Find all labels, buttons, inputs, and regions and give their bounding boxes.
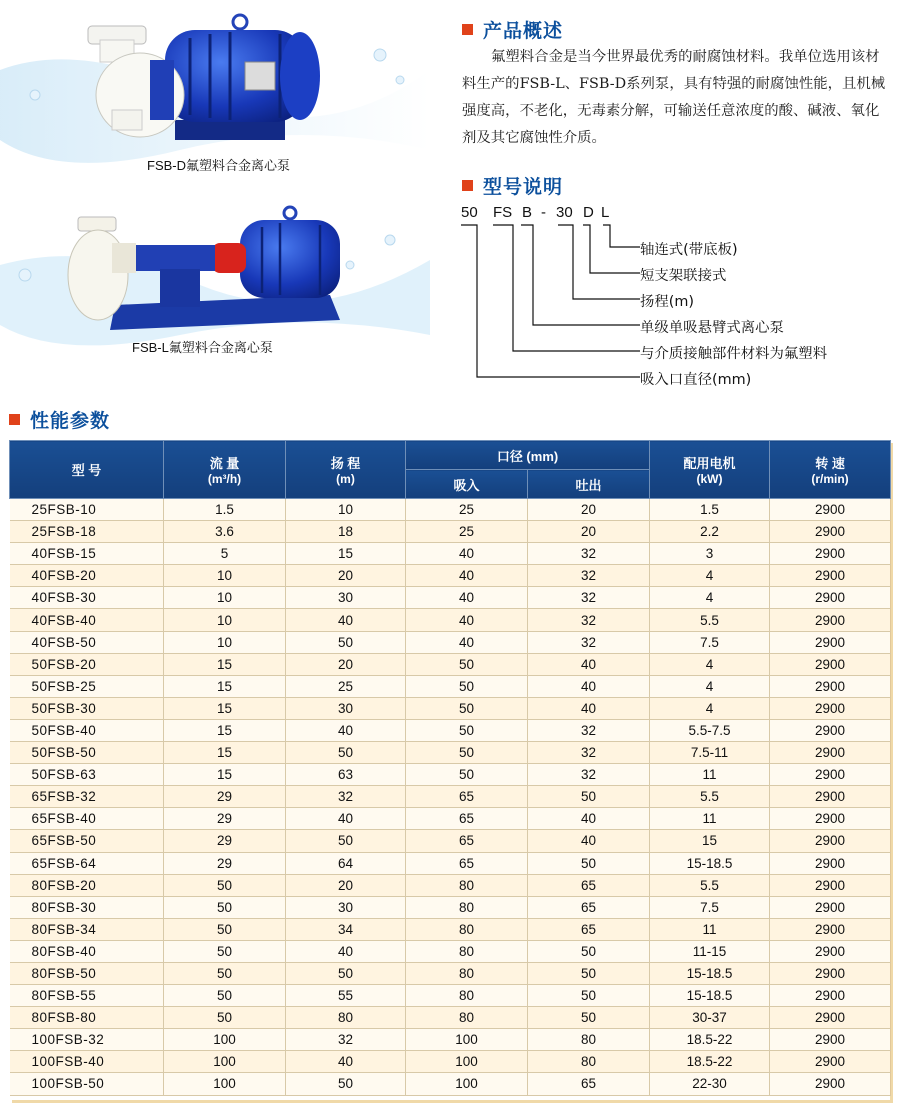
cell-flow: 15 bbox=[164, 675, 286, 697]
cell-flow: 5 bbox=[164, 543, 286, 565]
cell-head: 30 bbox=[286, 587, 406, 609]
cell-speed: 2900 bbox=[770, 719, 891, 741]
cell-inlet: 80 bbox=[406, 1007, 528, 1029]
header-head-unit: (m) bbox=[336, 472, 355, 486]
overview-heading bbox=[462, 16, 563, 43]
cell-motor: 11 bbox=[650, 808, 770, 830]
header-speed-unit: (r/min) bbox=[811, 472, 849, 486]
cell-outlet: 20 bbox=[528, 521, 650, 543]
table-row bbox=[10, 1051, 891, 1073]
table-row bbox=[10, 896, 891, 918]
cell-model: 40FSB-15 bbox=[10, 543, 164, 565]
cell-speed: 2900 bbox=[770, 587, 891, 609]
cell-model: 50FSB-30 bbox=[10, 697, 164, 719]
cell-speed: 2900 bbox=[770, 499, 891, 521]
cell-flow: 100 bbox=[164, 1029, 286, 1051]
cell-speed: 2900 bbox=[770, 521, 891, 543]
cell-inlet: 50 bbox=[406, 719, 528, 741]
cell-model: 80FSB-40 bbox=[10, 940, 164, 962]
cell-outlet: 65 bbox=[528, 874, 650, 896]
cell-outlet: 50 bbox=[528, 852, 650, 874]
cell-model: 25FSB-10 bbox=[10, 499, 164, 521]
legend-material: 与介质接触部件材料为氟塑料 bbox=[640, 346, 828, 362]
cell-inlet: 50 bbox=[406, 697, 528, 719]
cell-speed: 2900 bbox=[770, 896, 891, 918]
table-row bbox=[10, 609, 891, 631]
cell-speed: 2900 bbox=[770, 653, 891, 675]
table-row bbox=[10, 830, 891, 852]
cell-motor: 30-37 bbox=[650, 1007, 770, 1029]
cell-model: 50FSB-25 bbox=[10, 675, 164, 697]
table-row bbox=[10, 565, 891, 587]
legend-support: 短支架联接式 bbox=[640, 268, 727, 284]
table-row bbox=[10, 719, 891, 741]
cell-outlet: 80 bbox=[528, 1029, 650, 1051]
cell-motor: 2.2 bbox=[650, 521, 770, 543]
cell-motor: 15-18.5 bbox=[650, 985, 770, 1007]
header-head bbox=[286, 441, 406, 499]
cell-inlet: 40 bbox=[406, 609, 528, 631]
cell-model: 65FSB-50 bbox=[10, 830, 164, 852]
cell-flow: 100 bbox=[164, 1051, 286, 1073]
cell-inlet: 80 bbox=[406, 962, 528, 984]
cell-inlet: 80 bbox=[406, 874, 528, 896]
cell-outlet: 32 bbox=[528, 631, 650, 653]
cell-motor: 11-15 bbox=[650, 940, 770, 962]
pump-d-illustration bbox=[0, 0, 430, 180]
cell-inlet: 100 bbox=[406, 1073, 528, 1095]
header-inlet: 吸入 bbox=[406, 470, 528, 499]
cell-inlet: 65 bbox=[406, 852, 528, 874]
cell-model: 25FSB-18 bbox=[10, 521, 164, 543]
cell-head: 30 bbox=[286, 896, 406, 918]
cell-head: 63 bbox=[286, 764, 406, 786]
cell-motor: 4 bbox=[650, 565, 770, 587]
cell-flow: 10 bbox=[164, 609, 286, 631]
cell-inlet: 100 bbox=[406, 1051, 528, 1073]
cell-head: 25 bbox=[286, 675, 406, 697]
cell-motor: 4 bbox=[650, 675, 770, 697]
cell-inlet: 65 bbox=[406, 786, 528, 808]
code-part-dash: - bbox=[541, 204, 546, 221]
cell-outlet: 20 bbox=[528, 499, 650, 521]
cell-outlet: 65 bbox=[528, 1073, 650, 1095]
cell-speed: 2900 bbox=[770, 697, 891, 719]
cell-flow: 10 bbox=[164, 565, 286, 587]
table-row bbox=[10, 742, 891, 764]
cell-model: 40FSB-40 bbox=[10, 609, 164, 631]
cell-model: 65FSB-40 bbox=[10, 808, 164, 830]
cell-outlet: 40 bbox=[528, 653, 650, 675]
cell-head: 50 bbox=[286, 1073, 406, 1095]
pump-l-caption: FSB-L氟塑料合金离心泵 bbox=[132, 340, 273, 355]
model-desc-heading bbox=[462, 172, 563, 199]
cell-speed: 2900 bbox=[770, 940, 891, 962]
cell-speed: 2900 bbox=[770, 985, 891, 1007]
cell-head: 20 bbox=[286, 874, 406, 896]
cell-motor: 5.5 bbox=[650, 874, 770, 896]
cell-outlet: 65 bbox=[528, 896, 650, 918]
table-row bbox=[10, 1029, 891, 1051]
cell-inlet: 65 bbox=[406, 830, 528, 852]
table-row bbox=[10, 852, 891, 874]
table-row bbox=[10, 587, 891, 609]
cell-model: 100FSB-40 bbox=[10, 1051, 164, 1073]
cell-flow: 50 bbox=[164, 918, 286, 940]
header-flow-unit: (m³/h) bbox=[207, 472, 242, 486]
cell-inlet: 80 bbox=[406, 918, 528, 940]
cell-head: 15 bbox=[286, 543, 406, 565]
table-row bbox=[10, 1073, 891, 1095]
table-row bbox=[10, 985, 891, 1007]
cell-head: 64 bbox=[286, 852, 406, 874]
cell-head: 50 bbox=[286, 631, 406, 653]
cell-inlet: 25 bbox=[406, 499, 528, 521]
cell-motor: 7.5 bbox=[650, 896, 770, 918]
overview-title: 产品概述 bbox=[483, 20, 564, 42]
cell-outlet: 50 bbox=[528, 985, 650, 1007]
cell-speed: 2900 bbox=[770, 1051, 891, 1073]
legend-pump-type: 单级单吸悬臂式离心泵 bbox=[640, 320, 784, 336]
performance-table-body bbox=[10, 499, 891, 1096]
cell-motor: 4 bbox=[650, 697, 770, 719]
cell-flow: 29 bbox=[164, 830, 286, 852]
cell-head: 50 bbox=[286, 742, 406, 764]
cell-outlet: 80 bbox=[528, 1051, 650, 1073]
table-row bbox=[10, 786, 891, 808]
cell-inlet: 50 bbox=[406, 764, 528, 786]
cell-inlet: 40 bbox=[406, 631, 528, 653]
cell-flow: 50 bbox=[164, 1007, 286, 1029]
cell-motor: 11 bbox=[650, 918, 770, 940]
cell-speed: 2900 bbox=[770, 565, 891, 587]
table-row bbox=[10, 697, 891, 719]
table-row bbox=[10, 940, 891, 962]
cell-flow: 100 bbox=[164, 1073, 286, 1095]
cell-motor: 4 bbox=[650, 587, 770, 609]
cell-flow: 50 bbox=[164, 962, 286, 984]
cell-motor: 11 bbox=[650, 764, 770, 786]
cell-flow: 15 bbox=[164, 697, 286, 719]
cell-motor: 15-18.5 bbox=[650, 962, 770, 984]
cell-head: 40 bbox=[286, 719, 406, 741]
cell-flow: 50 bbox=[164, 896, 286, 918]
cell-flow: 15 bbox=[164, 764, 286, 786]
cell-outlet: 50 bbox=[528, 940, 650, 962]
header-model: 型 号 bbox=[10, 441, 164, 499]
table-row bbox=[10, 543, 891, 565]
header-speed-label: 转 速 bbox=[815, 456, 845, 471]
cell-motor: 7.5-11 bbox=[650, 742, 770, 764]
overview-text: 氟塑料合金是当今世界最优秀的耐腐蚀材料。我单位选用该材料生产的FSB-L、FSB-D系列泵，具有特强的耐腐蚀性能，且机械强度高，不老化，无毒素分解，可输送任意浓度的酸、碱液、氧化剂及其它腐蚀性介质。 bbox=[462, 49, 886, 146]
cell-inlet: 40 bbox=[406, 543, 528, 565]
cell-motor: 5.5 bbox=[650, 609, 770, 631]
cell-head: 40 bbox=[286, 808, 406, 830]
header-outlet: 吐出 bbox=[528, 470, 650, 499]
cell-inlet: 50 bbox=[406, 675, 528, 697]
cell-flow: 3.6 bbox=[164, 521, 286, 543]
table-row bbox=[10, 874, 891, 896]
legend-diameter: 吸入口直径(mm) bbox=[640, 372, 752, 388]
code-part-support: D bbox=[583, 204, 594, 221]
table-row bbox=[10, 499, 891, 521]
cell-model: 100FSB-50 bbox=[10, 1073, 164, 1095]
cell-motor: 22-30 bbox=[650, 1073, 770, 1095]
pump-d-caption: FSB-D氟塑料合金离心泵 bbox=[147, 158, 291, 173]
cell-motor: 18.5-22 bbox=[650, 1051, 770, 1073]
cell-model: 50FSB-20 bbox=[10, 653, 164, 675]
cell-inlet: 40 bbox=[406, 565, 528, 587]
table-row bbox=[10, 962, 891, 984]
cell-head: 32 bbox=[286, 786, 406, 808]
performance-table bbox=[9, 440, 891, 1096]
performance-heading bbox=[9, 406, 110, 433]
pump-l-illustration bbox=[0, 195, 430, 365]
cell-speed: 2900 bbox=[770, 852, 891, 874]
cell-model: 80FSB-30 bbox=[10, 896, 164, 918]
table-row bbox=[10, 808, 891, 830]
cell-flow: 10 bbox=[164, 587, 286, 609]
code-part-material: FS bbox=[493, 204, 513, 221]
cell-outlet: 32 bbox=[528, 719, 650, 741]
cell-speed: 2900 bbox=[770, 830, 891, 852]
cell-inlet: 50 bbox=[406, 742, 528, 764]
cell-inlet: 80 bbox=[406, 940, 528, 962]
cell-outlet: 32 bbox=[528, 587, 650, 609]
cell-outlet: 40 bbox=[528, 808, 650, 830]
cell-motor: 7.5 bbox=[650, 631, 770, 653]
cell-outlet: 32 bbox=[528, 543, 650, 565]
cell-speed: 2900 bbox=[770, 742, 891, 764]
cell-head: 20 bbox=[286, 653, 406, 675]
cell-motor: 5.5 bbox=[650, 786, 770, 808]
cell-inlet: 80 bbox=[406, 896, 528, 918]
header-head-label: 扬 程 bbox=[330, 456, 361, 471]
cell-outlet: 40 bbox=[528, 675, 650, 697]
cell-flow: 10 bbox=[164, 631, 286, 653]
cell-speed: 2900 bbox=[770, 786, 891, 808]
header-motor bbox=[650, 441, 770, 499]
cell-flow: 15 bbox=[164, 742, 286, 764]
cell-head: 40 bbox=[286, 940, 406, 962]
cell-flow: 1.5 bbox=[164, 499, 286, 521]
cell-speed: 2900 bbox=[770, 675, 891, 697]
cell-motor: 4 bbox=[650, 653, 770, 675]
cell-head: 10 bbox=[286, 499, 406, 521]
cell-model: 40FSB-20 bbox=[10, 565, 164, 587]
cell-outlet: 50 bbox=[528, 786, 650, 808]
performance-table-wrapper bbox=[9, 440, 890, 1096]
cell-head: 18 bbox=[286, 521, 406, 543]
cell-speed: 2900 bbox=[770, 962, 891, 984]
table-row bbox=[10, 918, 891, 940]
cell-outlet: 32 bbox=[528, 565, 650, 587]
cell-head: 40 bbox=[286, 1051, 406, 1073]
cell-motor: 1.5 bbox=[650, 499, 770, 521]
code-part-diameter: 50 bbox=[461, 204, 478, 221]
performance-title: 性能参数 bbox=[30, 410, 111, 432]
cell-outlet: 32 bbox=[528, 742, 650, 764]
cell-motor: 15-18.5 bbox=[650, 852, 770, 874]
cell-model: 100FSB-32 bbox=[10, 1029, 164, 1051]
cell-flow: 29 bbox=[164, 786, 286, 808]
cell-speed: 2900 bbox=[770, 1007, 891, 1029]
cell-model: 50FSB-63 bbox=[10, 764, 164, 786]
cell-speed: 2900 bbox=[770, 764, 891, 786]
cell-head: 50 bbox=[286, 962, 406, 984]
cell-head: 34 bbox=[286, 918, 406, 940]
cell-inlet: 25 bbox=[406, 521, 528, 543]
cell-model: 65FSB-64 bbox=[10, 852, 164, 874]
pump-d-photo-icon bbox=[0, 0, 430, 180]
cell-inlet: 65 bbox=[406, 808, 528, 830]
cell-flow: 15 bbox=[164, 653, 286, 675]
header-diameter: 口径 (mm) bbox=[406, 441, 650, 470]
cell-outlet: 32 bbox=[528, 609, 650, 631]
cell-motor: 5.5-7.5 bbox=[650, 719, 770, 741]
header-motor-unit: (kW) bbox=[696, 472, 723, 486]
cell-flow: 50 bbox=[164, 985, 286, 1007]
cell-model: 50FSB-40 bbox=[10, 719, 164, 741]
cell-speed: 2900 bbox=[770, 1073, 891, 1095]
cell-model: 40FSB-30 bbox=[10, 587, 164, 609]
cell-flow: 15 bbox=[164, 719, 286, 741]
code-part-type: B bbox=[522, 204, 533, 221]
header-speed bbox=[770, 441, 891, 499]
cell-speed: 2900 bbox=[770, 631, 891, 653]
cell-flow: 29 bbox=[164, 852, 286, 874]
cell-outlet: 40 bbox=[528, 830, 650, 852]
cell-speed: 2900 bbox=[770, 808, 891, 830]
cell-model: 65FSB-32 bbox=[10, 786, 164, 808]
cell-outlet: 40 bbox=[528, 697, 650, 719]
cell-head: 32 bbox=[286, 1029, 406, 1051]
cell-speed: 2900 bbox=[770, 609, 891, 631]
cell-speed: 2900 bbox=[770, 543, 891, 565]
table-row bbox=[10, 521, 891, 543]
model-desc-title: 型号说明 bbox=[483, 176, 564, 198]
cell-model: 80FSB-50 bbox=[10, 962, 164, 984]
table-row bbox=[10, 764, 891, 786]
header-motor-label: 配用电机 bbox=[683, 456, 736, 471]
table-row bbox=[10, 675, 891, 697]
square-bullet-icon bbox=[462, 24, 473, 35]
cell-flow: 29 bbox=[164, 808, 286, 830]
cell-head: 55 bbox=[286, 985, 406, 1007]
cell-speed: 2900 bbox=[770, 918, 891, 940]
cell-model: 80FSB-34 bbox=[10, 918, 164, 940]
cell-outlet: 32 bbox=[528, 764, 650, 786]
cell-model: 80FSB-55 bbox=[10, 985, 164, 1007]
header-flow-label: 流 量 bbox=[209, 456, 240, 471]
cell-inlet: 50 bbox=[406, 653, 528, 675]
cell-head: 20 bbox=[286, 565, 406, 587]
code-part-shaft: L bbox=[601, 204, 610, 221]
cell-model: 50FSB-50 bbox=[10, 742, 164, 764]
legend-shaft: 轴连式(带底板) bbox=[640, 242, 738, 258]
header-flow bbox=[164, 441, 286, 499]
cell-model: 40FSB-50 bbox=[10, 631, 164, 653]
table-row bbox=[10, 1007, 891, 1029]
cell-head: 40 bbox=[286, 609, 406, 631]
cell-inlet: 40 bbox=[406, 587, 528, 609]
cell-head: 30 bbox=[286, 697, 406, 719]
cell-outlet: 50 bbox=[528, 1007, 650, 1029]
cell-inlet: 80 bbox=[406, 985, 528, 1007]
legend-head: 扬程(m) bbox=[640, 294, 695, 310]
cell-model: 80FSB-20 bbox=[10, 874, 164, 896]
code-part-head: 30 bbox=[556, 204, 573, 221]
table-row bbox=[10, 653, 891, 675]
cell-motor: 3 bbox=[650, 543, 770, 565]
square-bullet-icon bbox=[462, 180, 473, 191]
cell-flow: 50 bbox=[164, 940, 286, 962]
cell-speed: 2900 bbox=[770, 1029, 891, 1051]
cell-head: 80 bbox=[286, 1007, 406, 1029]
cell-speed: 2900 bbox=[770, 874, 891, 896]
square-bullet-icon bbox=[9, 414, 20, 425]
cell-inlet: 100 bbox=[406, 1029, 528, 1051]
cell-motor: 15 bbox=[650, 830, 770, 852]
cell-model: 80FSB-80 bbox=[10, 1007, 164, 1029]
table-row bbox=[10, 631, 891, 653]
cell-motor: 18.5-22 bbox=[650, 1029, 770, 1051]
cell-head: 50 bbox=[286, 830, 406, 852]
cell-outlet: 50 bbox=[528, 962, 650, 984]
cell-flow: 50 bbox=[164, 874, 286, 896]
cell-outlet: 65 bbox=[528, 918, 650, 940]
